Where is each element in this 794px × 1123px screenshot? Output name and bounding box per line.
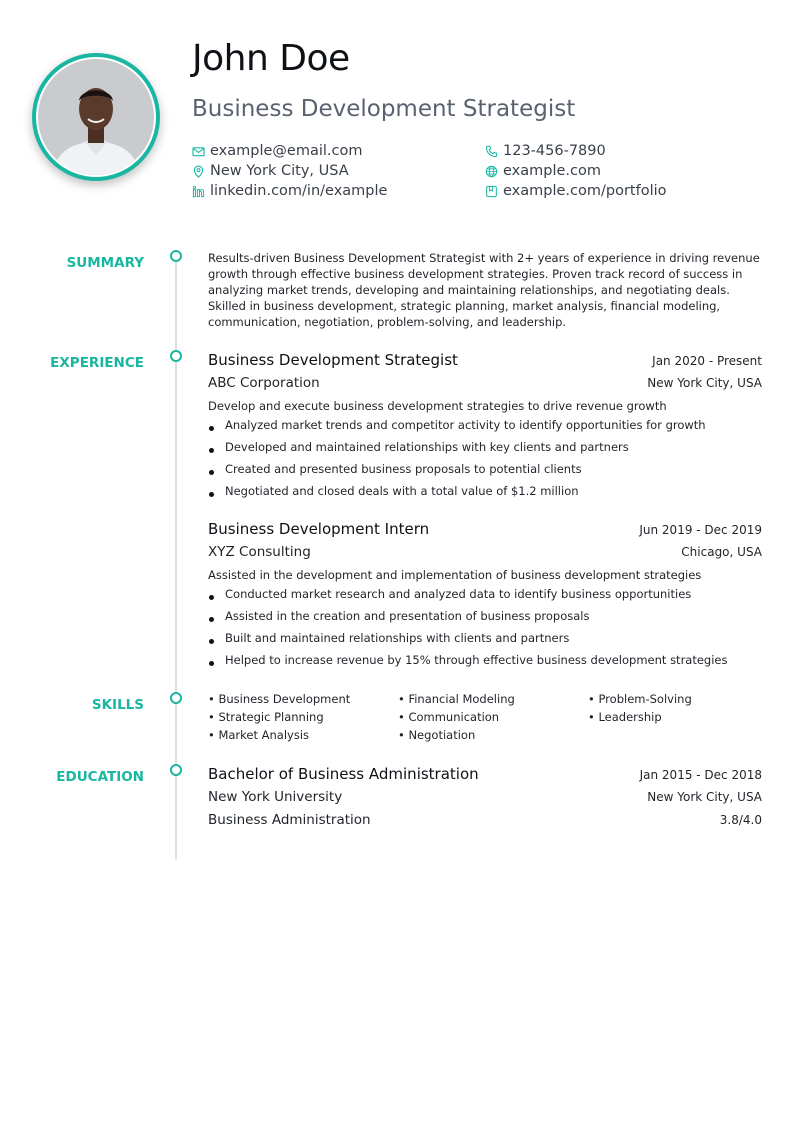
timeline-dot-summary: [170, 250, 182, 262]
contact-phone[interactable]: 123-456-7890: [485, 143, 606, 159]
skill-item: • Leadership: [588, 710, 662, 724]
bullet-item: Analyzed market trends and competitor activity to identify opportunities for growth: [208, 417, 762, 439]
education-dates: Jan 2015 - Dec 2018: [639, 768, 762, 782]
candidate-role: Business Development Strategist: [192, 96, 576, 122]
education-gpa: 3.8/4.0: [719, 813, 762, 827]
skills-list: [208, 692, 762, 742]
timeline-dot-experience: [170, 350, 182, 362]
contact-location: New York City, USA: [192, 163, 349, 179]
bullet-item: Developed and maintained relationships with key clients and partners: [208, 439, 762, 461]
contact-linkedin[interactable]: linkedin.com/in/example: [192, 183, 387, 199]
section-title-education: EDUCATION: [56, 769, 144, 785]
profile-photo: [32, 53, 160, 181]
bullet-item: Helped to increase revenue by 15% through effective business development strategies: [208, 652, 762, 674]
education-school: New York University: [208, 789, 343, 805]
education-location: New York City, USA: [647, 790, 762, 804]
section-title-skills: SKILLS: [91, 697, 144, 713]
job-dates: Jun 2019 - Dec 2019: [639, 523, 762, 537]
email-icon: [192, 145, 205, 158]
job-title: Business Development Strategist: [208, 351, 458, 369]
skill-item: • Communication: [398, 710, 500, 724]
job-location: New York City, USA: [647, 376, 762, 390]
job-title: Business Development Intern: [208, 520, 430, 538]
job-company: XYZ Consulting: [208, 544, 311, 560]
job-description: Develop and execute business development strategies to drive revenue growth: [208, 399, 667, 413]
job-company: ABC Corporation: [208, 375, 320, 391]
bullet-item: Built and maintained relationships with clients and partners: [208, 630, 762, 652]
timeline-dot-education: [170, 764, 182, 776]
contact-portfolio[interactable]: example.com/portfolio: [485, 183, 667, 199]
bullet-item: Conducted market research and analyzed data to identify business opportunities: [208, 586, 762, 608]
bullet-item: Created and presented business proposals to potential clients: [208, 461, 762, 483]
candidate-name: John Doe: [192, 38, 350, 79]
job-description: Assisted in the development and implementation of business development strategies: [208, 568, 702, 582]
avatar-portrait: [38, 59, 154, 175]
education-item: [208, 765, 762, 834]
job-bullets: [208, 586, 762, 674]
contact-website[interactable]: example.com: [485, 163, 601, 179]
job-bullets: [208, 417, 762, 505]
phone-icon: [485, 145, 498, 158]
linkedin-icon: [192, 185, 205, 198]
job-dates: Jan 2020 - Present: [652, 354, 762, 368]
portfolio-icon: [485, 185, 498, 198]
experience-item: [208, 520, 762, 674]
skill-item: • Strategic Planning: [208, 710, 324, 724]
section-title-experience: EXPERIENCE: [50, 355, 144, 371]
bullet-item: Assisted in the creation and presentation of business proposals: [208, 608, 762, 630]
location-pin-icon: [192, 165, 205, 178]
skill-item: • Negotiation: [398, 728, 476, 742]
job-location: Chicago, USA: [681, 545, 762, 559]
education-field: Business Administration: [208, 812, 371, 828]
bullet-item: Negotiated and closed deals with a total value of $1.2 million: [208, 483, 762, 505]
skill-item: • Business Development: [208, 692, 351, 706]
skill-item: • Financial Modeling: [398, 692, 515, 706]
globe-icon: [485, 165, 498, 178]
timeline-dot-skills: [170, 692, 182, 704]
skill-item: • Problem-Solving: [588, 692, 692, 706]
summary-text: Results-driven Business Development Strategist with 2+ years of experience in driving revenue growth through effective business development strategies. Proven track record of success in analyzing market trends, developing and maintaining relationships, and negotiating deals. Skilled in business development, strategic planning, market analysis, financial modeling, communication, negotiation, problem-solving, and leadership.: [208, 251, 760, 329]
education-degree: Bachelor of Business Administration: [208, 765, 479, 783]
skill-item: • Market Analysis: [208, 728, 310, 742]
section-title-summary: SUMMARY: [66, 255, 144, 271]
contact-email[interactable]: example@email.com: [192, 143, 362, 159]
experience-item: [208, 351, 762, 505]
